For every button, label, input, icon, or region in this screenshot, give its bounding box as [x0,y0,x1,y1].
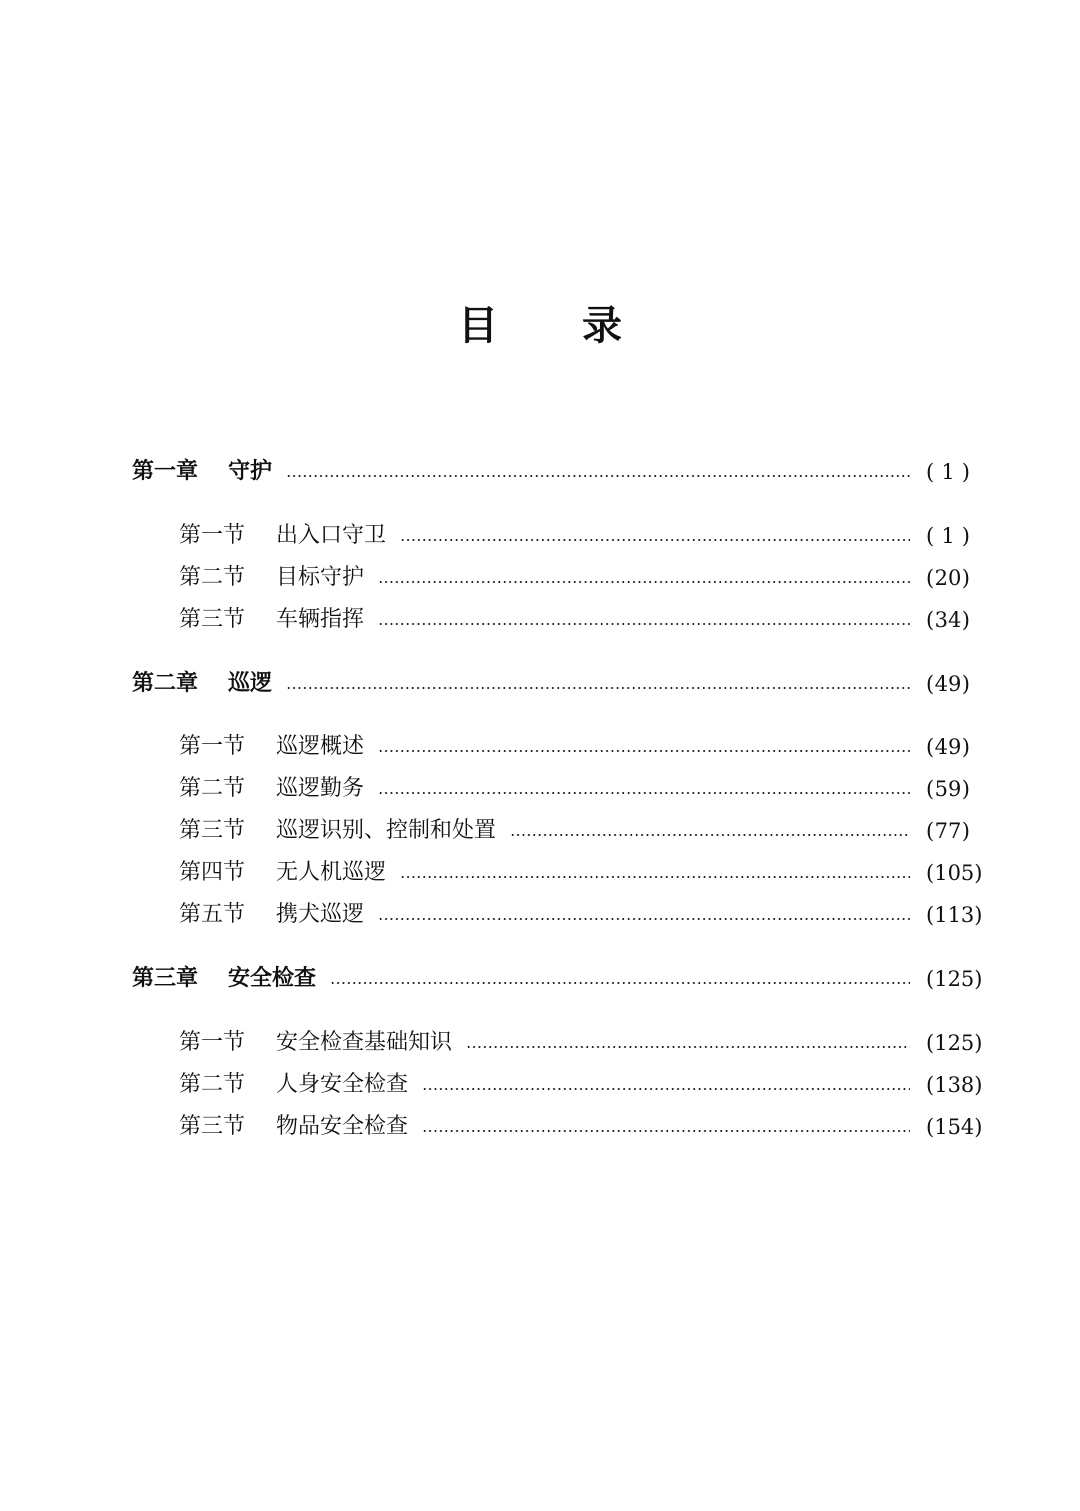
page-number: 49 [934,672,962,696]
chapter-title: 守护 [228,459,273,484]
section-number: 第二节 [179,565,246,590]
dot-leader [378,581,910,583]
dot-leader [466,1046,910,1048]
page-number: 125 [934,967,975,991]
dot-leader [378,623,910,625]
toc-section-row[interactable] [179,727,970,767]
page-ref: ( 113 ) [910,895,970,935]
page-ref: ( 20 ) [910,558,970,598]
toc-section-row[interactable] [179,811,970,851]
dot-leader [510,834,910,836]
section-title: 巡逻概述 [276,734,365,759]
section-number: 第四节 [179,860,246,885]
toc-section-row[interactable] [179,516,970,556]
dot-leader [330,982,910,984]
page-number: 59 [934,777,962,801]
page-ref: ( 154 ) [910,1107,970,1147]
toc-section-row[interactable] [179,1023,983,1063]
section-number: 第一节 [179,523,246,548]
toc-section-row[interactable] [179,1107,983,1147]
page-ref: ( 49 ) [910,664,970,704]
dot-leader [422,1130,910,1132]
page-title-char: 录 [582,303,622,349]
chapter-number: 第三章 [132,966,199,991]
page-ref: ( 77 ) [910,811,970,851]
section-number: 第一节 [179,734,246,759]
section-number: 第三节 [179,607,246,632]
page-ref: ( 59 ) [910,769,970,809]
toc-section-row[interactable] [179,558,970,598]
section-number: 第三节 [179,818,246,843]
section-title: 车辆指挥 [276,607,365,632]
page-ref: ( 1 ) [910,516,970,556]
section-title: 无人机巡逻 [276,860,387,885]
page-number: 138 [934,1073,975,1097]
section-title: 携犬巡逻 [276,902,365,927]
toc-section-row[interactable] [179,769,970,809]
page-number: 34 [934,608,962,632]
dot-leader [286,475,910,477]
section-title: 巡逻勤务 [276,776,365,801]
page-ref: ( 138 ) [910,1065,970,1105]
section-number: 第三节 [179,1114,246,1139]
page-number: 77 [934,819,962,843]
page-ref: ( 1 ) [910,452,970,492]
chapter-title: 安全检查 [228,966,317,991]
toc-chapter-row[interactable] [132,959,983,999]
toc-chapter-row[interactable] [132,452,970,492]
dot-leader [422,1088,910,1090]
section-title: 物品安全检查 [276,1114,409,1139]
page-number: 1 [941,460,955,484]
page-number: 49 [934,735,962,759]
chapter-number: 第二章 [132,671,199,696]
dot-leader [400,539,910,541]
page-ref: ( 34 ) [910,600,970,640]
section-number: 第五节 [179,902,246,927]
page-ref: ( 125 ) [910,1023,970,1063]
dot-leader [400,876,910,878]
toc-section-row[interactable] [179,895,983,935]
page-title [0,300,1080,352]
page-number: 113 [934,903,975,927]
dot-leader [286,687,910,689]
page-number: 20 [934,566,962,590]
page-ref: ( 125 ) [910,959,970,999]
section-number: 第二节 [179,776,246,801]
dot-leader [378,918,910,920]
toc-section-row[interactable] [179,600,970,640]
page-number: 1 [941,524,955,548]
page-number: 105 [934,861,975,885]
page-number: 125 [934,1031,975,1055]
page-ref: ( 105 ) [910,853,970,893]
section-title: 出入口守卫 [276,523,387,548]
section-title: 安全检查基础知识 [276,1030,453,1055]
page-ref: ( 49 ) [910,727,970,767]
toc-chapter-row[interactable] [132,664,970,704]
chapter-title: 巡逻 [228,671,273,696]
section-title: 目标守护 [276,565,365,590]
section-title: 巡逻识别、控制和处置 [276,818,497,843]
chapter-number: 第一章 [132,459,199,484]
toc-section-row[interactable] [179,853,983,893]
section-number: 第二节 [179,1072,246,1097]
section-number: 第一节 [179,1030,246,1055]
page-title-char: 目 [458,303,498,349]
section-title: 人身安全检查 [276,1072,409,1097]
page-number: 154 [934,1115,975,1139]
dot-leader [378,750,910,752]
dot-leader [378,792,910,794]
toc-section-row[interactable] [179,1065,983,1105]
